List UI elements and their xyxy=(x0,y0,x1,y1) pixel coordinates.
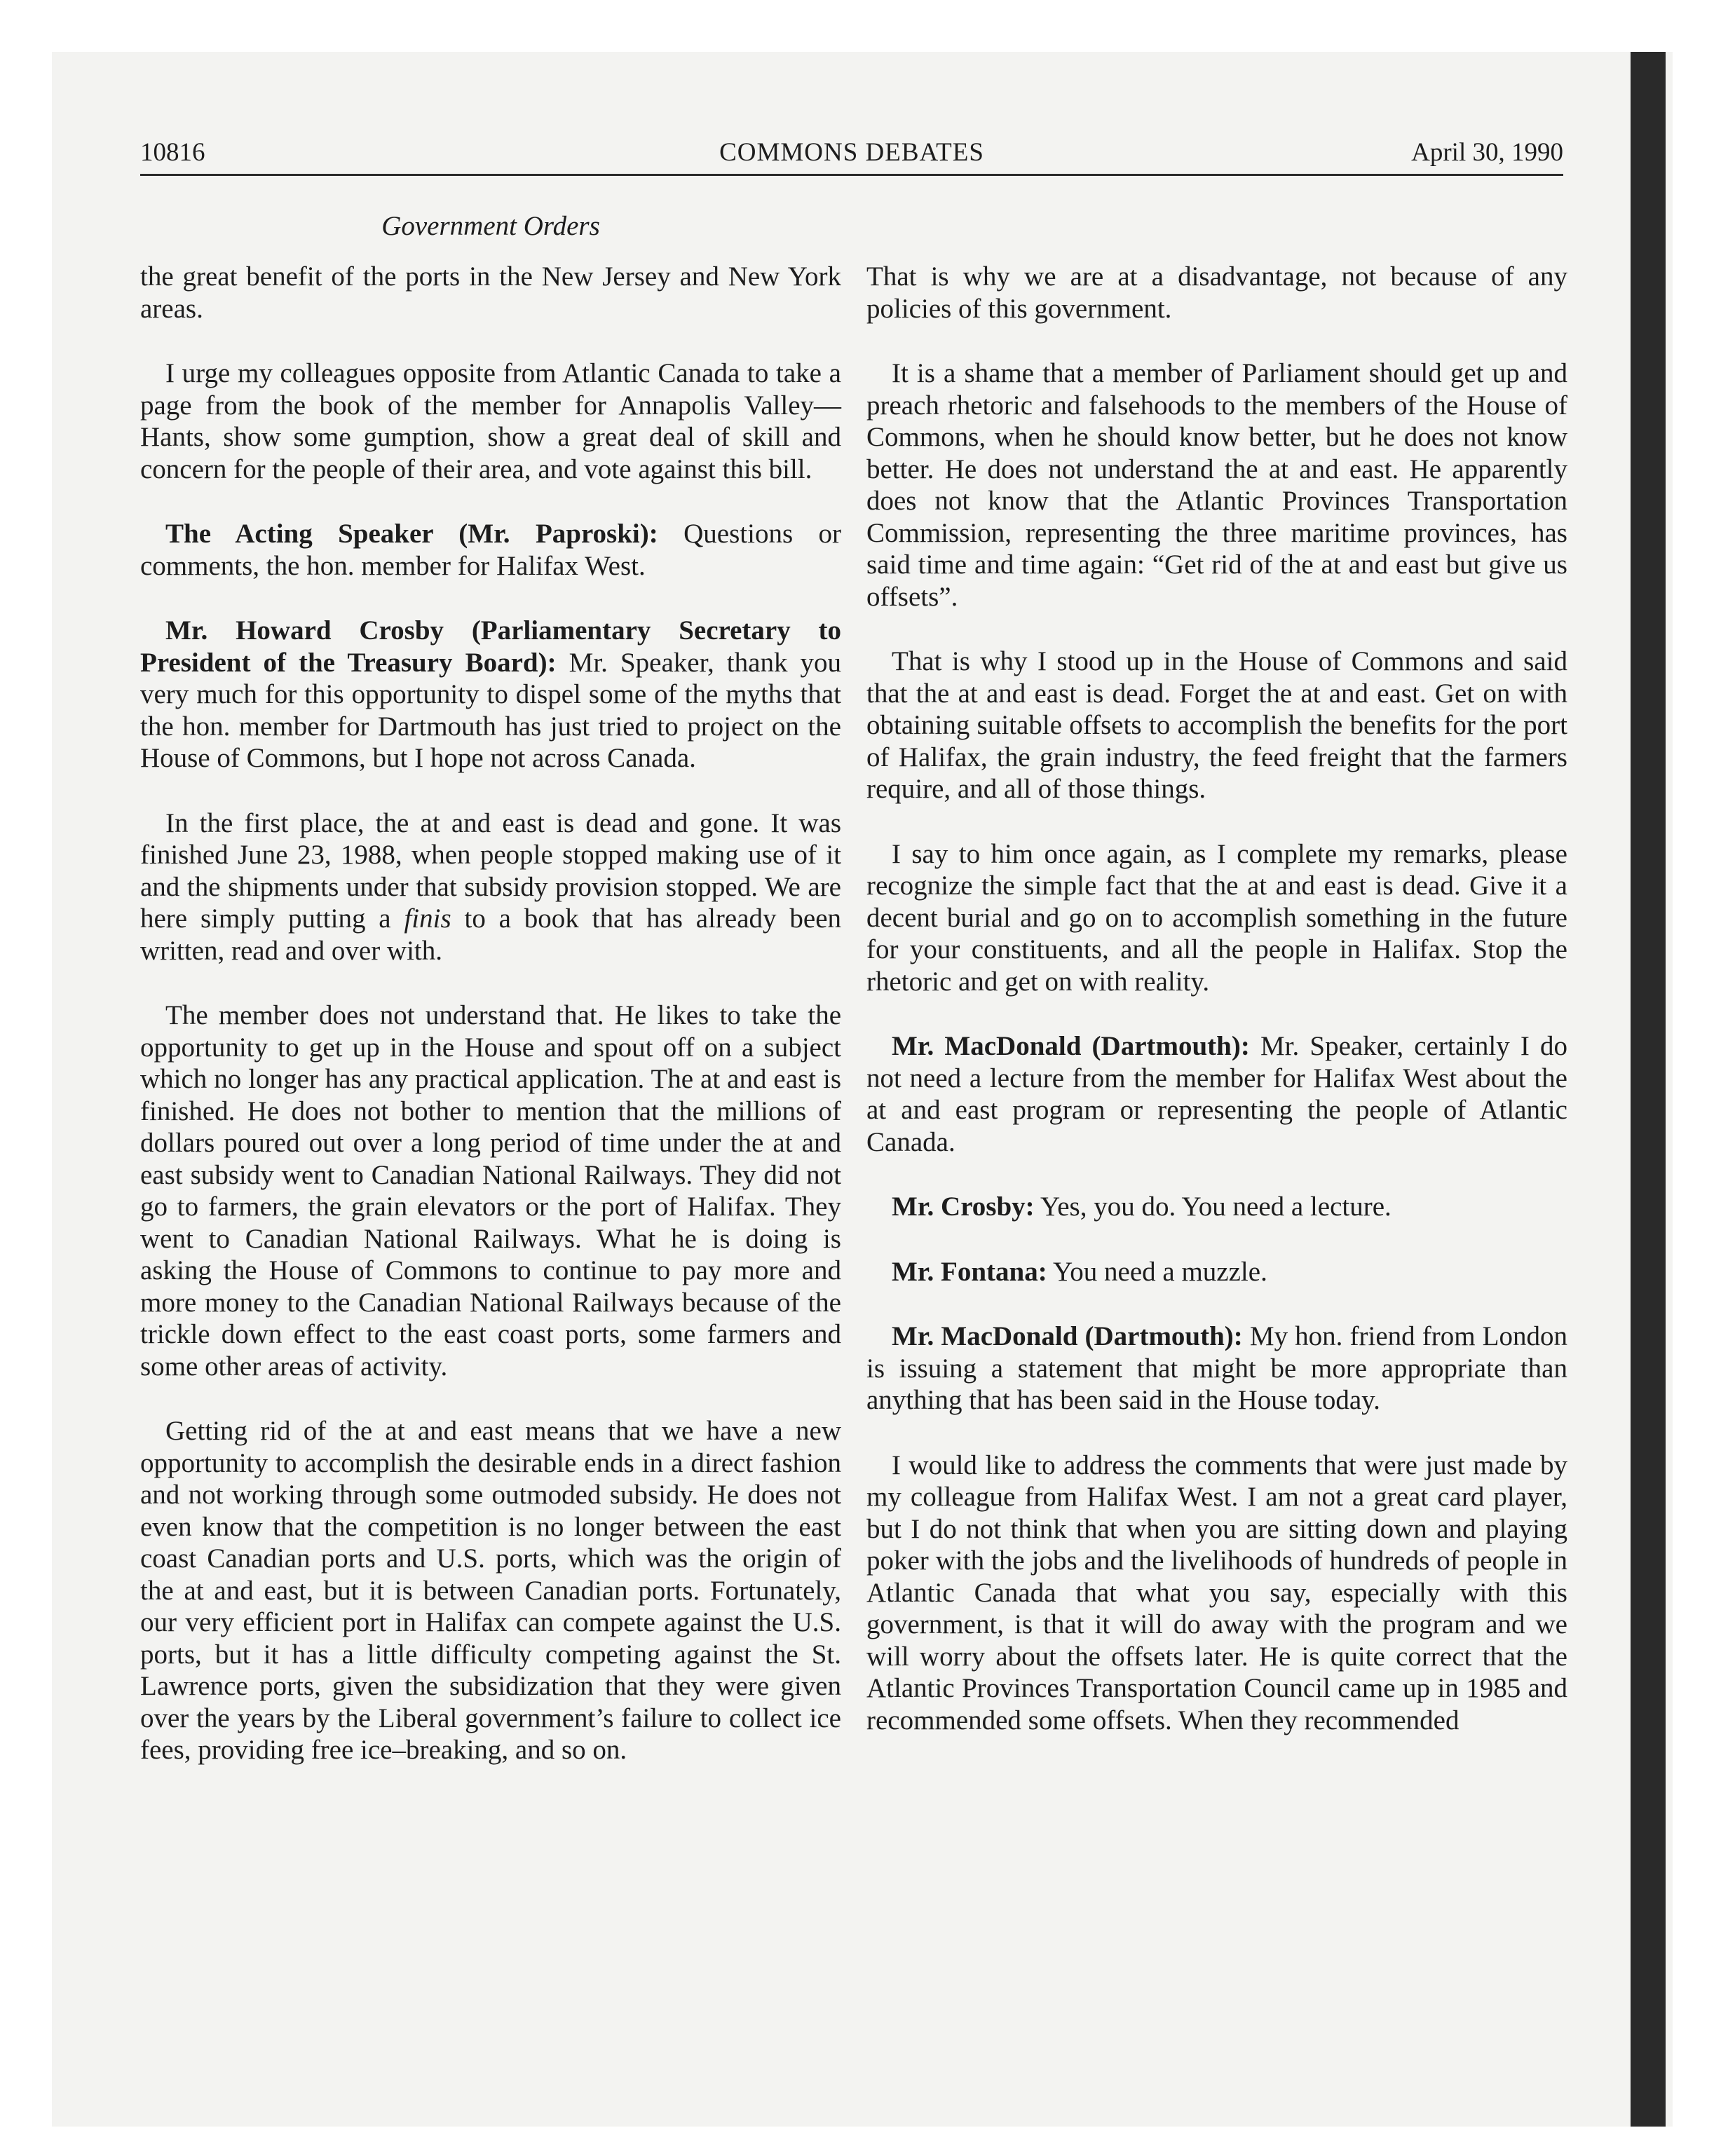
paragraph-text: My hon. friend from London is issuing a statement that might be more appropriate than anything that has been said in the House today. xyxy=(866,1321,1567,1415)
paragraph-text: Yes, you do. You need a lecture. xyxy=(1034,1192,1392,1222)
paragraph-text: the great benefit of the ports in the New Jersey and New York areas. xyxy=(140,261,841,324)
page-header xyxy=(140,137,1563,177)
paragraph-text: I urge my colleagues opposite from Atlantic Canada to take a page from the book of the member for Annapolis Valley—Hants, show some gumption, show a great deal of skill and concern for the people of their area, and vote against this bill. xyxy=(140,358,841,484)
speaker-name: Mr. MacDonald (Dartmouth): xyxy=(892,1031,1250,1061)
left-column xyxy=(140,261,841,1799)
paragraph-text: You need a muzzle. xyxy=(1047,1256,1267,1287)
scan-edge-shadow xyxy=(1631,52,1666,2127)
paragraph xyxy=(140,807,841,967)
paragraph-text: I say to him once again, as I complete my remarks, please recognize the simple fact that the at and east is dead. Give it a decent burial and go on to accomplish something in the future for your constituents, and all the people in Halifax. Stop the rhetoric and get on with reality. xyxy=(866,838,1567,997)
right-column xyxy=(866,261,1567,1769)
speaker-name: Mr. MacDonald (Dartmouth): xyxy=(892,1321,1243,1351)
paragraph xyxy=(866,1449,1567,1737)
speech-paragraph xyxy=(866,1256,1567,1288)
paragraph-text: Questions or comments, the hon. member for Halifax West. xyxy=(140,519,841,581)
paragraph xyxy=(866,261,1567,325)
paragraph xyxy=(866,838,1567,998)
speech-paragraph xyxy=(140,615,841,775)
section-title: Government Orders xyxy=(381,211,600,241)
italic-term: finis xyxy=(404,903,451,934)
paragraph-text: The member does not understand that. He likes to take the opportunity to get up in the House and spout off on a subject which no longer has any practical application. The at and east is finished. He does not bother to mention that the millions of dollars poured out over a long period of time under the at and east subsidy went to Canadian National Railways. They did not go to farmers, the grain elevators or the port of Halifax. They went to Canadian National Railways. What he is doing is asking the House of Commons to continue to pay more and more money to the Canadian National Railways because of the trickle down effect to the east coast ports, some farmers and some other areas of activity. xyxy=(140,1000,841,1381)
speaker-name: Mr. Fontana: xyxy=(892,1256,1047,1287)
paragraph-text: It is a shame that a member of Parliament should get up and preach rhetoric and falsehoods to the members of the House of Commons, when he should know better, but he does not know better. He does not understand the at and east. He apparently does not know that the Atlantic Provinces Transportation Commission, representing the three maritime provinces, has said time and time again: “Get rid of the at and east but give us offsets”. xyxy=(866,358,1567,612)
speech-paragraph xyxy=(866,1191,1567,1223)
paragraph-text: Getting rid of the at and east means that we have a new opportunity to accomplish the desirable ends in a direct fashion and not working through some outmoded subsidy. He does not even know that the competition is no longer between the east coast Canadian ports and U.S. ports, which was the origin of the at and east, but it is between Canadian ports. Fortunately, our very efficient port in Halifax can compete against the U.S. ports, but it has a little difficulty competing against the St. Lawrence ports, given the subsidization that they were given over the years by the Liberal government’s failure to collect ice fees, providing free ice–breaking, and so on. xyxy=(140,1416,841,1765)
speaker-name: Mr. Howard Crosby (Parliamentary Secretary to President of the Treasury Board): xyxy=(140,615,841,678)
paragraph-text: That is why we are at a disadvantage, not because of any policies of this government. xyxy=(866,261,1567,324)
speech-paragraph xyxy=(866,1030,1567,1158)
speech-paragraph xyxy=(140,518,841,582)
paragraph-text: That is why I stood up in the House of Commons and said that the at and east is dead. Forget the at and east. Get on with obtaining suitable offsets to accomplish the benefits for the port of Halifax, the grain industry, the feed freight that the farmers require, and all of those things. xyxy=(866,646,1567,804)
paragraph-text: I would like to address the comments that were just made by my colleague from Halifax West. I am not a great card player, but I do not think that when you are sitting down and playing poker with the jobs and the livelihoods of hundreds of people in Atlantic Canada that what you say, especially with this government, is that it will do away with the program and we will worry about the offsets later. He is quite correct that the Atlantic Provinces Transportation Council came up in 1985 and recommended some offsets. When they recommended xyxy=(866,1449,1567,1735)
journal-title: COMMONS DEBATES xyxy=(719,138,984,167)
paragraph xyxy=(140,357,841,485)
paragraph xyxy=(866,646,1567,805)
paragraph-text: to a book that has already been written, read and over with. xyxy=(140,903,841,966)
speech-paragraph xyxy=(866,1321,1567,1417)
speaker-name: The Acting Speaker (Mr. Paproski): xyxy=(165,519,658,549)
paragraph xyxy=(866,357,1567,613)
speaker-name: Mr. Crosby: xyxy=(892,1192,1035,1222)
paragraph-text: Mr. Speaker, thank you very much for this opportunity to dispel some of the myths that the hon. member for Dartmouth has just tried to project on the House of Commons, but I hope not across Canada. xyxy=(140,647,841,773)
paragraph-text: Mr. Speaker, certainly I do not need a lecture from the member for Halifax West about the at and east program or representing the people of Atlantic Canada. xyxy=(866,1031,1567,1157)
paragraph xyxy=(140,999,841,1382)
paragraph-text: In the first place, the at and east is dead and gone. It was finished June 23, 1988, when people stopped making use of it and the shipments under that subsidy provision stopped. We are here simply putting a xyxy=(140,807,841,934)
header-date: April 30, 1990 xyxy=(1411,138,1563,167)
page-number: 10816 xyxy=(140,138,205,167)
paragraph xyxy=(140,261,841,325)
paragraph xyxy=(140,1415,841,1766)
header-rule xyxy=(140,174,1563,176)
